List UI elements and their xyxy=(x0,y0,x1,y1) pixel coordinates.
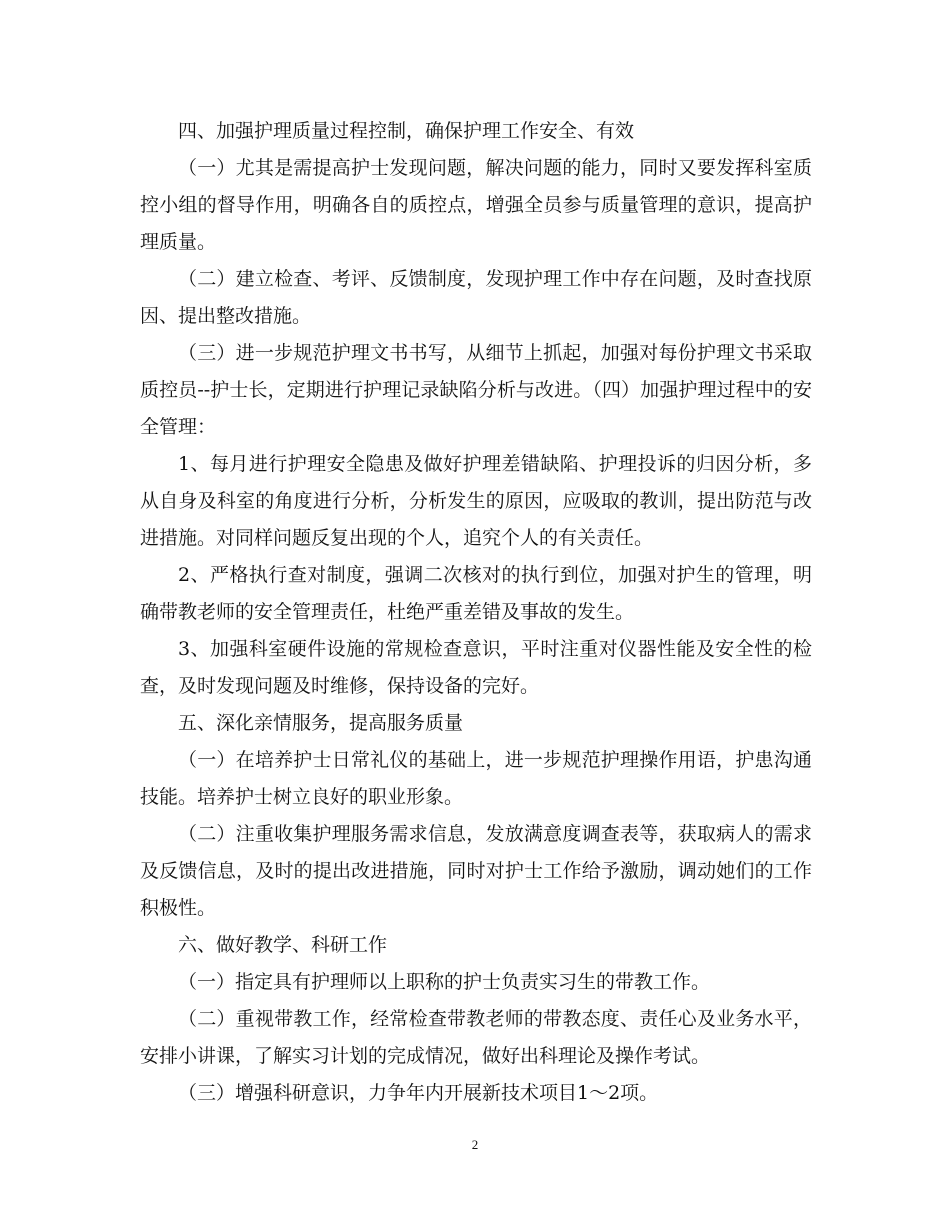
paragraph: （二）重视带教工作，经常检查带教老师的带教态度、责任心及业务水平，安排小讲课，了解实习计划的完成情况，做好出科理论及操作考试。 xyxy=(140,1008,812,1067)
paragraph: （二）建立检查、考评、反馈制度，发现护理工作中存在问题，及时查找原因、提出整改措施。 xyxy=(140,268,812,327)
paragraph: 2、严格执行查对制度，强调二次核对的执行到位，加强对护生的管理，明确带教老师的安全管理责任，杜绝严重差错及事故的发生。 xyxy=(140,564,812,623)
paragraph: 3、加强科室硬件设施的常规检查意识，平时注重对仪器性能及安全性的检查，及时发现问题及时维修，保持设备的完好。 xyxy=(140,638,812,697)
paragraph: （一）在培养护士日常礼仪的基础上，进一步规范护理操作用语，护患沟通技能。培养护士树立良好的职业形象。 xyxy=(140,749,812,808)
paragraph: （三）进一步规范护理文书书写，从细节上抓起，加强对每份护理文书采取质控员--护士长，定期进行护理记录缺陷分析与改进。（四）加强护理过程中的安全管理： xyxy=(140,342,812,438)
section-heading-6: 六、做好教学、科研工作 xyxy=(178,934,388,956)
page-number: 2 xyxy=(471,1137,479,1152)
paragraph: （三）增强科研意识，力争年内开展新技术项目1～2项。 xyxy=(178,1082,659,1104)
section-heading-5: 五、深化亲情服务，提高服务质量 xyxy=(178,712,464,734)
section-heading-4: 四、加强护理质量过程控制，确保护理工作安全、有效 xyxy=(178,120,635,142)
paragraph: （一）指定具有护理师以上职称的护士负责实习生的带教工作。 xyxy=(178,971,711,993)
paragraph: （一）尤其是需提高护士发现问题，解决问题的能力，同时又要发挥科室质控小组的督导作用，明确各自的质控点，增强全员参与质量管理的意识，提高护理质量。 xyxy=(140,157,812,253)
paragraph: （二）注重收集护理服务需求信息，发放满意度调查表等，获取病人的需求及反馈信息，及时的提出改进措施，同时对护士工作给予激励，调动她们的工作积极性。 xyxy=(140,823,812,919)
document-body xyxy=(140,113,812,1112)
paragraph: 1、每月进行护理安全隐患及做好护理差错缺陷、护理投诉的归因分析，多从自身及科室的角度进行分析，分析发生的原因，应吸取的教训，提出防范与改进措施。对同样问题反复出现的个人，追究个人的有关责任。 xyxy=(140,453,812,549)
